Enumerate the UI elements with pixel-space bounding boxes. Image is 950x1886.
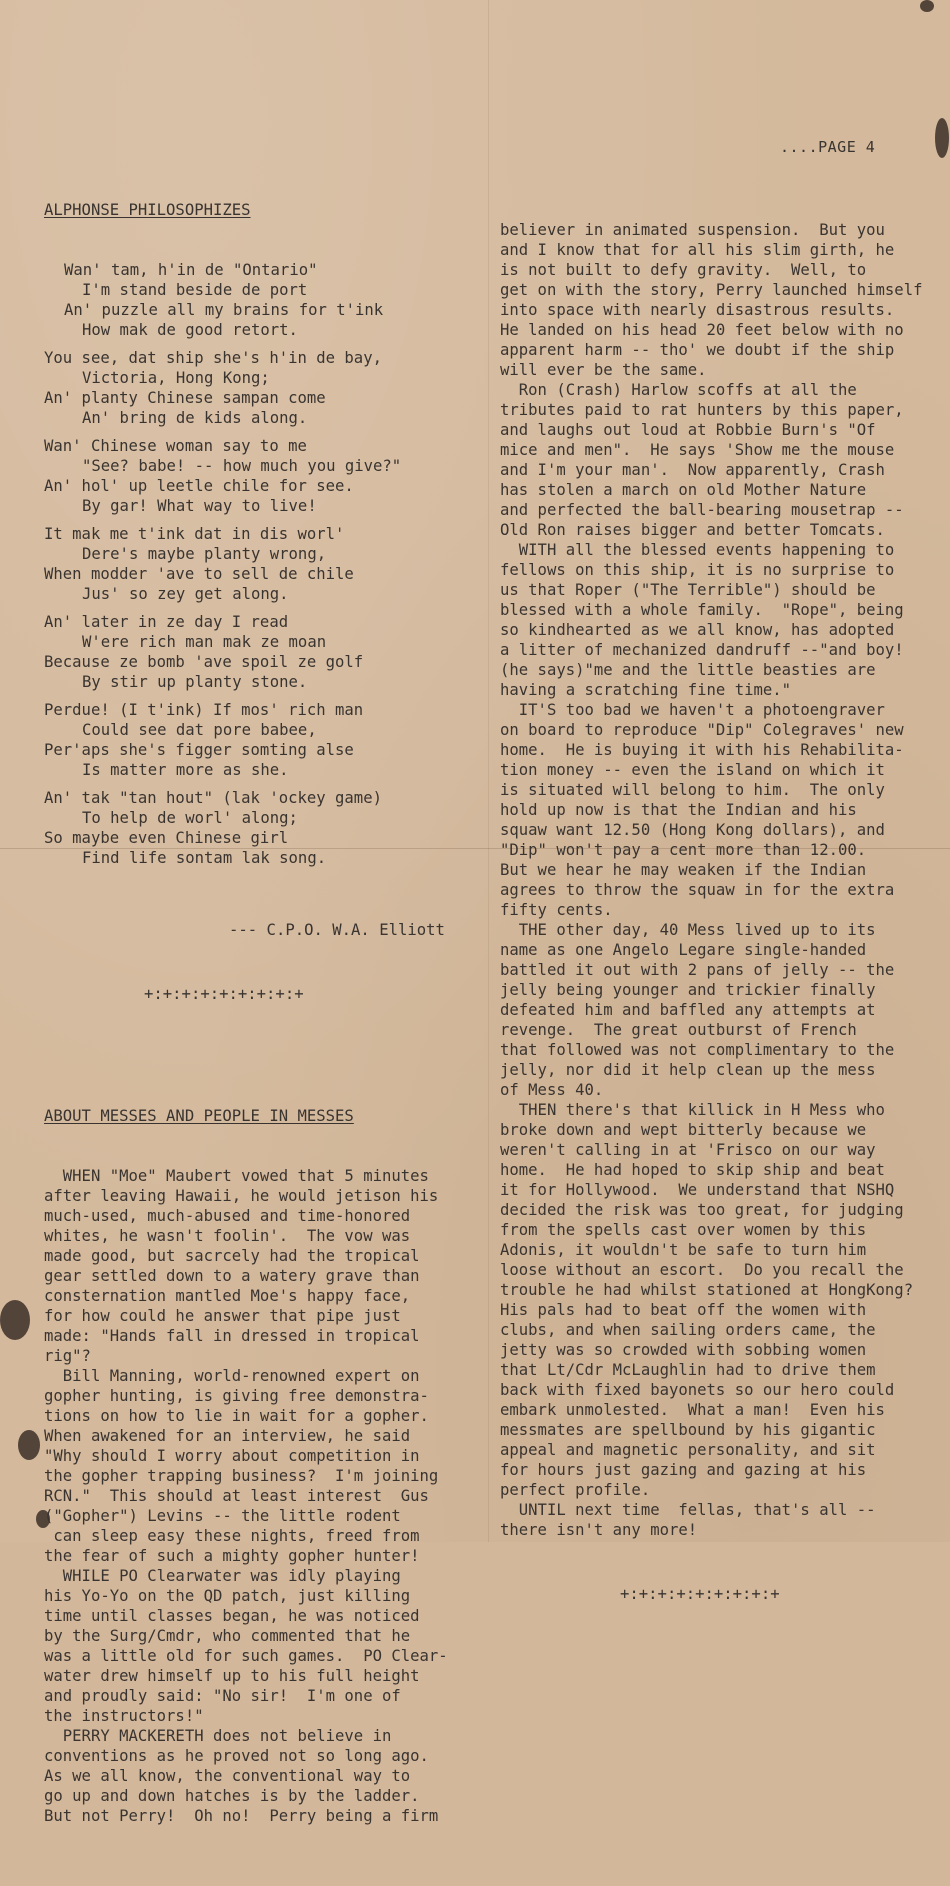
poem-line: By stir up planty stone. <box>82 673 308 691</box>
article-line: for hours just gazing and gazing at his <box>500 1461 867 1479</box>
poem-stanza <box>44 700 484 780</box>
poem-body <box>44 260 484 868</box>
article-line: WHILE PO Clearwater was idly playing <box>44 1567 401 1585</box>
section-divider: +:+:+:+:+:+:+:+:+ <box>144 985 304 1003</box>
article-line: there isn't any more! <box>500 1521 698 1539</box>
article-line: from the spells cast over women by this <box>500 1221 867 1239</box>
article-line: defeated him and baffled any attempts at <box>500 1001 876 1019</box>
ink-smudge <box>18 1430 40 1460</box>
article-line: When awakened for an interview, he said <box>44 1427 411 1445</box>
article-line: "Dip" won't pay a cent more than 12.00. <box>500 841 867 859</box>
messes-section <box>44 1066 484 1866</box>
article-line: jetty was so crowded with sobbing women <box>500 1341 867 1359</box>
article-line: and proudly said: "No sir! I'm one of <box>44 1687 401 1705</box>
article-line: squaw want 12.50 (Hong Kong dollars), and <box>500 821 885 839</box>
article-line: revenge. The great outburst of French <box>500 1021 857 1039</box>
article-line: loose without an escort. Do you recall the <box>500 1261 904 1279</box>
article-line: having a scratching fine time." <box>500 681 792 699</box>
page-number: ....PAGE 4 <box>780 138 876 156</box>
poem-line: An' bring de kids along. <box>82 409 308 427</box>
article-line: whites, he wasn't foolin'. The vow was <box>44 1227 411 1245</box>
article-line: hold up now is that the Indian and his <box>500 801 857 819</box>
article-line: name as one Angelo Legare single-handed <box>500 941 867 959</box>
poem-line: Could see dat pore babee, <box>82 721 317 739</box>
poem-line: Wan' Chinese woman say to me <box>44 437 307 455</box>
article-line: His pals had to beat off the women with <box>500 1301 867 1319</box>
article-line: on board to reproduce "Dip" Colegraves' new <box>500 721 904 739</box>
article-line: But we hear he may weaken if the Indian <box>500 861 867 879</box>
closing-divider: +:+:+:+:+:+:+:+:+ <box>620 1585 780 1603</box>
article-line: believer in animated suspension. But you <box>500 221 885 239</box>
poem-line: Wan' tam, h'in de "Ontario" <box>64 261 318 279</box>
article-line: jelly being younger and trickier finally <box>500 981 876 999</box>
article-line: by the Surg/Cmdr, who commented that he <box>44 1627 411 1645</box>
poem-line: Victoria, Hong Kong; <box>82 369 270 387</box>
article-line: after leaving Hawaii, he would jetison his <box>44 1187 439 1205</box>
poem-line: I'm stand beside de port <box>82 281 308 299</box>
left-column <box>44 160 484 1886</box>
poem-stanza <box>44 348 484 428</box>
article-line: fellows on this ship, it is no surprise to <box>500 561 895 579</box>
article-line: go up and down hatches is by the ladder. <box>44 1787 420 1805</box>
article-line: IT'S too bad we haven't a photoengraver <box>500 701 885 719</box>
article-line: into space with nearly disastrous results. <box>500 301 895 319</box>
poem-signature: --- C.P.O. W.A. Elliott <box>229 921 445 939</box>
poem-line: When modder 'ave to sell de chile <box>44 565 354 583</box>
article-line: Ron (Crash) Harlow scoffs at all the <box>500 381 857 399</box>
poem-line: An' puzzle all my brains for t'ink <box>64 301 384 319</box>
article-line: clubs, and when sailing orders came, the <box>500 1321 876 1339</box>
ink-smudge <box>0 1300 30 1340</box>
article-line: is situated will belong to him. The only <box>500 781 885 799</box>
article-line: Adonis, it wouldn't be safe to turn him <box>500 1241 867 1259</box>
article-line: of Mess 40. <box>500 1081 604 1099</box>
poem-line: Perdue! (I t'ink) If mos' rich man <box>44 701 364 719</box>
article-line: But not Perry! Oh no! Perry being a firm <box>44 1807 439 1825</box>
article-line: it for Hollywood. We understand that NSHQ <box>500 1181 895 1199</box>
article-line: his Yo-Yo on the QD patch, just killing <box>44 1587 411 1605</box>
article-line: ("Gopher") Levins -- the little rodent <box>44 1507 401 1525</box>
article-line: water drew himself up to his full height <box>44 1667 420 1685</box>
article-line: home. He is buying it with his Rehabilita- <box>500 741 904 759</box>
article-line: THE other day, 40 Mess lived up to its <box>500 921 876 939</box>
article-line: us that Roper ("The Terrible") should be <box>500 581 876 599</box>
article-line: UNTIL next time fellas, that's all -- <box>500 1501 876 1519</box>
article-line: rig"? <box>44 1347 91 1365</box>
article-line: the fear of such a mighty gopher hunter! <box>44 1547 420 1565</box>
article-line: fifty cents. <box>500 901 613 919</box>
article-line: the gopher trapping business? I'm joining <box>44 1467 439 1485</box>
article-line: Bill Manning, world-renowned expert on <box>44 1367 420 1385</box>
article-line: THEN there's that killick in H Mess who <box>500 1101 885 1119</box>
poem-title: ALPHONSE PHILOSOPHIZES <box>44 201 251 219</box>
article-line: gear settled down to a watery grave than <box>44 1267 420 1285</box>
article-line: Old Ron raises bigger and better Tomcats. <box>500 521 885 539</box>
article-line: the instructors!" <box>44 1707 204 1725</box>
paper-fold-crease-vertical <box>488 0 489 1542</box>
article-line: and perfected the ball-bearing mousetrap -- <box>500 501 904 519</box>
article-line: "Why should I worry about competition in <box>44 1447 420 1465</box>
article-line: time until classes began, he was noticed <box>44 1607 420 1625</box>
article-line: perfect profile. <box>500 1481 651 1499</box>
article-line: RCN." This should at least interest Gus <box>44 1487 429 1505</box>
poem-stanza <box>44 788 484 868</box>
poem-stanza <box>44 260 484 340</box>
article-line: As we all know, the conventional way to <box>44 1767 411 1785</box>
article-line: tions on how to lie in wait for a gopher. <box>44 1407 429 1425</box>
poem-line: To help de worl' along; <box>82 809 298 827</box>
poem-line: An' hol' up leetle chile for see. <box>44 477 354 495</box>
ink-smudge <box>920 0 934 12</box>
poem-line: Per'aps she's figger somting alse <box>44 741 354 759</box>
poem-line: Dere's maybe planty wrong, <box>82 545 327 563</box>
right-column-body <box>500 220 945 1540</box>
article-line: so kindhearted as we all know, has adopted <box>500 621 895 639</box>
poem-line: An' tak "tan hout" (lak 'ockey game) <box>44 789 382 807</box>
article-line: WITH all the blessed events happening to <box>500 541 895 559</box>
article-line: He landed on his head 20 feet below with no <box>500 321 904 339</box>
poem-line: Is matter more as she. <box>82 761 289 779</box>
article-line: weren't calling in at 'Frisco on our way <box>500 1141 876 1159</box>
article-line: will ever be the same. <box>500 361 707 379</box>
article-line: appeal and magnetic personality, and sit <box>500 1441 876 1459</box>
article-line: and laughs out loud at Robbie Burn's "Of <box>500 421 876 439</box>
article-line: messmates are spellbound by his gigantic <box>500 1421 876 1439</box>
poem-stanza <box>44 524 484 604</box>
article-line: made: "Hands fall in dressed in tropical <box>44 1327 420 1345</box>
poem-stanza <box>44 612 484 692</box>
article-line: made good, but sacrcely had the tropical <box>44 1247 420 1265</box>
article-line: was a little old for such games. PO Clear- <box>44 1647 448 1665</box>
article-line: for how could he answer that pipe just <box>44 1307 401 1325</box>
article-line: embark unmolested. What a man! Even his <box>500 1401 885 1419</box>
article-line: and I'm your man'. Now apparently, Crash <box>500 461 885 479</box>
article-line: much-used, much-abused and time-honored <box>44 1207 411 1225</box>
article-line: tributes paid to rat hunters by this paper, <box>500 401 904 419</box>
poem-line: By gar! What way to live! <box>82 497 317 515</box>
poem-line: W'ere rich man mak ze moan <box>82 633 327 651</box>
poem-line: It mak me t'ink dat in dis worl' <box>44 525 345 543</box>
article-line: home. He had hoped to skip ship and beat <box>500 1161 885 1179</box>
poem-line: You see, dat ship she's h'in de bay, <box>44 349 382 367</box>
poem-stanza <box>44 436 484 516</box>
article-line: consternation mantled Moe's happy face, <box>44 1287 411 1305</box>
article-line: that Lt/Cdr McLaughlin had to drive them <box>500 1361 876 1379</box>
article-line: WHEN "Moe" Maubert vowed that 5 minutes <box>44 1167 429 1185</box>
article-line: get on with the story, Perry launched himself <box>500 281 923 299</box>
article-line: can sleep easy these nights, freed from <box>44 1527 420 1545</box>
article-line: has stolen a march on old Mother Nature <box>500 481 867 499</box>
article-line: is not built to defy gravity. Well, to <box>500 261 867 279</box>
article-line: conventions as he proved not so long ago. <box>44 1747 429 1765</box>
article-line: broke down and wept bitterly because we <box>500 1121 867 1139</box>
article-line: trouble he had whilst stationed at HongKong? <box>500 1281 914 1299</box>
article-line: apparent harm -- tho' we doubt if the ship <box>500 341 895 359</box>
poem-line: Because ze bomb 'ave spoil ze golf <box>44 653 364 671</box>
right-column <box>500 180 945 1624</box>
article-line: mice and men". He says 'Show me the mouse <box>500 441 895 459</box>
section-title: ABOUT MESSES AND PEOPLE IN MESSES <box>44 1107 354 1125</box>
article-line: decided the risk was too great, for judging <box>500 1201 904 1219</box>
article-line: a litter of mechanized dandruff --"and boy! <box>500 641 904 659</box>
article-line: jelly, nor did it help clean up the mess <box>500 1061 876 1079</box>
article-line: blessed with a whole family. "Rope", being <box>500 601 904 619</box>
article-line: that followed was not complimentary to the <box>500 1041 895 1059</box>
poem-line: Jus' so zey get along. <box>82 585 289 603</box>
article-line: gopher hunting, is giving free demonstra- <box>44 1387 429 1405</box>
article-line: and I know that for all his slim girth, he <box>500 241 895 259</box>
ink-smudge <box>935 118 949 158</box>
article-line: tion money -- even the island on which it <box>500 761 885 779</box>
article-line: battled it out with 2 pans of jelly -- the <box>500 961 895 979</box>
poem-line: So maybe even Chinese girl <box>44 829 289 847</box>
poem-line: "See? babe! -- how much you give?" <box>82 457 402 475</box>
poem-line: An' later in ze day I read <box>44 613 289 631</box>
poem-line: Find life sontam lak song. <box>82 849 327 867</box>
article-line: back with fixed bayonets so our hero could <box>500 1381 895 1399</box>
poem-line: An' planty Chinese sampan come <box>44 389 326 407</box>
article-line: (he says)"me and the little beasties are <box>500 661 876 679</box>
poem-line: How mak de good retort. <box>82 321 298 339</box>
messes-section-body <box>44 1166 484 1826</box>
article-line: PERRY MACKERETH does not believe in <box>44 1727 392 1745</box>
article-line: agrees to throw the squaw in for the extra <box>500 881 895 899</box>
